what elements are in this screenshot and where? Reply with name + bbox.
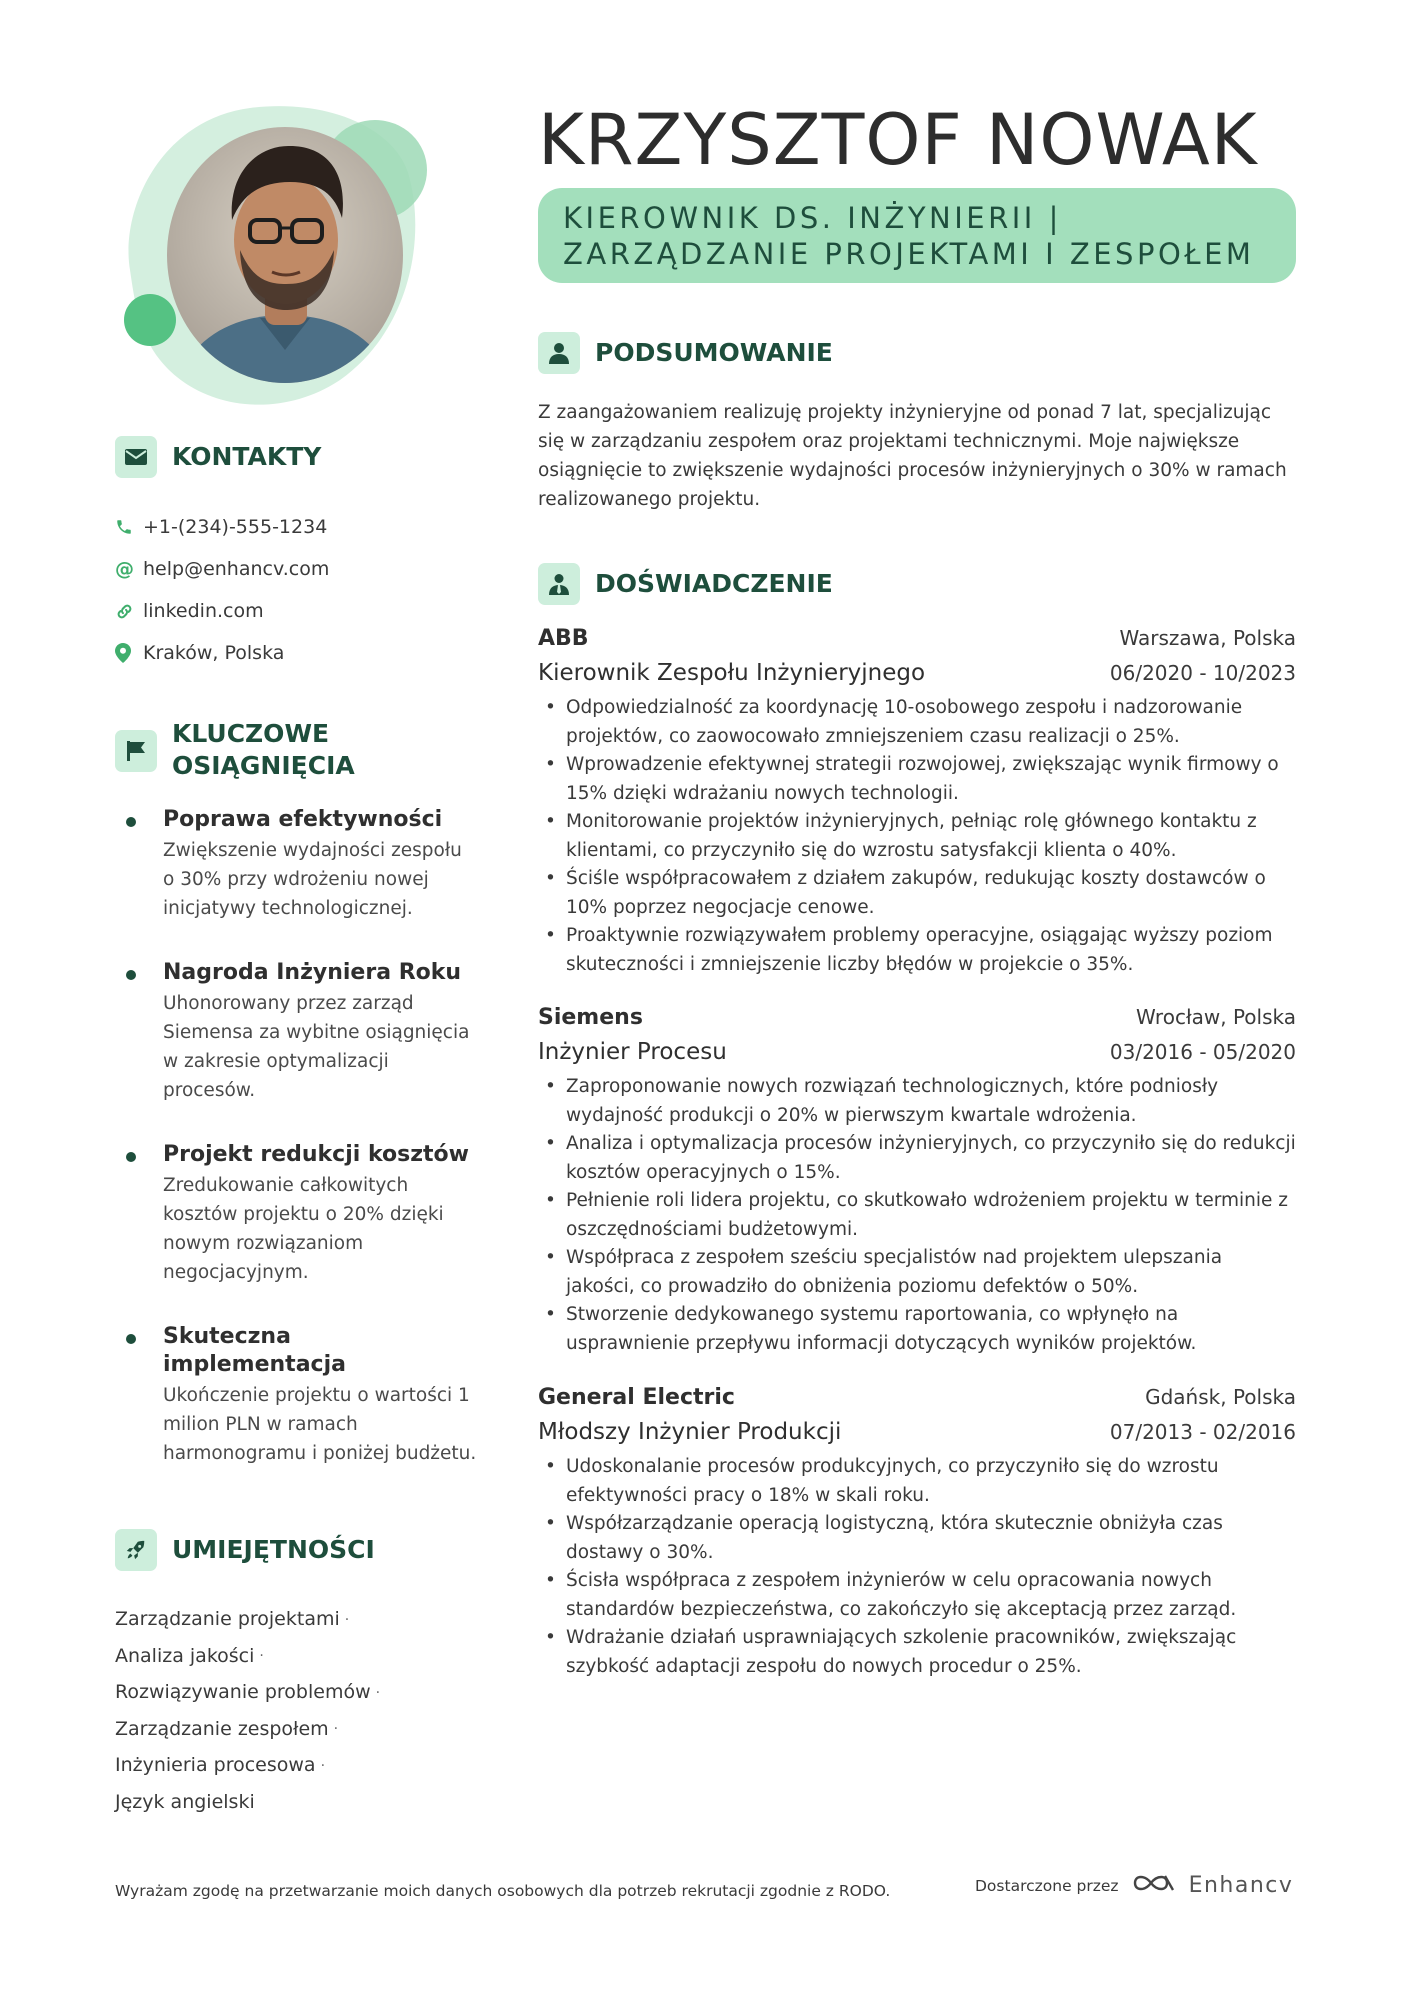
job-dates: 06/2020 - 10/2023 xyxy=(1109,661,1296,685)
profile-photo xyxy=(110,100,430,410)
experience-section-header xyxy=(538,563,833,605)
provider-brand[interactable] xyxy=(975,1870,1293,1901)
job-bullet: • Udoskonalanie procesów produkcyjnych, co przyczyniło się do wzrostu efektywności pracy o 18% w skali roku. xyxy=(538,1453,1296,1510)
job-bullet: • Monitorowanie projektów inżynieryjnych, pełniąc rolę głównego kontaktu z klientami, co przyczyniło się do wzrostu satysfakcji klienta o 40%. xyxy=(538,808,1296,865)
job-bullet: • Zaproponowanie nowych rozwiązań technologicznych, które podniosły wydajność produkcji o 20% w pierwszym kwartale wdrożenia. xyxy=(538,1073,1296,1130)
skills-title: UMIEJĘTNOŚCI xyxy=(172,1535,375,1564)
enhancv-logo-icon xyxy=(1131,1870,1177,1901)
job-title: Kierownik Zespołu Inżynieryjnego xyxy=(538,660,926,686)
job-company: ABB xyxy=(538,626,589,651)
at-icon: @ xyxy=(115,558,134,580)
achievement-desc: Uhonorowany przez zarząd Siemensa za wybitne osiągnięcia w zakresie optymalizacji procesów. xyxy=(163,993,470,1101)
brand-name: Enhancv xyxy=(1188,1873,1294,1898)
achievement-item xyxy=(118,959,478,1105)
job-bullets xyxy=(538,1073,1296,1358)
contacts-section-header xyxy=(115,436,321,478)
job-location: Warszawa, Polska xyxy=(1119,626,1296,650)
job-bullets xyxy=(538,1453,1296,1681)
achievement-desc: Ukończenie projektu o wartości 1 milion PLN w ramach harmonogramu i poniżej budżetu. xyxy=(163,1385,477,1464)
job-bullet: • Analiza i optymalizacja procesów inżynieryjnych, co przyczyniło się do redukcji kosztów operacyjnych o 15%. xyxy=(538,1130,1296,1187)
contact-phone[interactable]: +1-(234)-555-1234 xyxy=(115,506,475,548)
job-location: Wrocław, Polska xyxy=(1136,1005,1296,1029)
skill-separator: · xyxy=(375,1684,381,1701)
bullet-dot xyxy=(126,970,136,980)
skill-item: Zarządzanie zespołem · xyxy=(115,1717,339,1740)
achievement-item xyxy=(118,1141,478,1287)
contact-location: Kraków, Polska xyxy=(115,632,475,674)
business-person-icon xyxy=(538,563,580,605)
job-bullets xyxy=(538,694,1296,979)
job-entry xyxy=(538,1385,1296,1681)
job-bullet: • Współpraca z zespołem sześciu specjalistów nad projektem ulepszania jakości, co prowadziło do obniżenia poziomu defektów o 50%. xyxy=(538,1244,1296,1301)
job-title: Młodszy Inżynier Produkcji xyxy=(538,1419,842,1445)
job-title: Inżynier Procesu xyxy=(538,1039,727,1065)
job-company: Siemens xyxy=(538,1005,643,1030)
achievements-list xyxy=(118,806,478,1504)
profile-photo-area xyxy=(110,100,430,410)
achievement-title: Poprawa efektywności xyxy=(163,807,443,832)
achievement-title: Projekt redukcji kosztów xyxy=(163,1142,469,1167)
job-bullet: • Odpowiedzialność za koordynację 10-osobowego zespołu i nadzorowanie projektów, co zaowocowało zmniejszeniem czasu realizacji o 25%. xyxy=(538,694,1296,751)
summary-text: Z zaangażowaniem realizuję projekty inżynieryjne od ponad 7 lat, specjalizując się w zarządzaniu zespołem oraz projektami technicznymi. Moje największe osiągnięcie to zwiększenie wydajności procesów inżynieryjnych o 30% w ramach realizowanego projektu. xyxy=(538,402,1287,510)
skill-item: Rozwiązywanie problemów · xyxy=(115,1681,381,1703)
contact-list xyxy=(115,506,475,674)
contacts-title: KONTAKTY xyxy=(172,442,322,471)
job-bullet: • Wprowadzenie efektywnej strategii rozwojowej, zwiększając wynik firmowy o 15% dzięki wdrażaniu nowych technologii. xyxy=(538,751,1296,808)
experience-title: DOŚWIADCZENIE xyxy=(595,569,833,598)
job-bullet: • Ściśle współpracowałem z działem zakupów, redukując koszty dostawców o 10% poprzez negocjacje cenowe. xyxy=(538,865,1296,922)
contact-linkedin[interactable]: linkedin.com xyxy=(115,590,475,632)
achievement-desc: Zwiększenie wydajności zespołu o 30% przy wdrożeniu nowej inicjatywy technologicznej. xyxy=(163,840,462,919)
job-bullet: • Ścisła współpraca z zespołem inżynierów w celu opracowania nowych standardów bezpieczeństwa, co zakończyło się akceptacją przez zarząd. xyxy=(538,1567,1296,1624)
job-location: Gdańsk, Polska xyxy=(1145,1385,1296,1409)
user-icon xyxy=(538,332,580,374)
summary-section-header xyxy=(538,332,833,374)
gdpr-consent: Wyrażam zgodę na przetwarzanie moich danych osobowych dla potrzeb rekrutacji zgodnie z RODO. xyxy=(115,1882,891,1900)
job-dates: 03/2016 - 05/2020 xyxy=(1109,1040,1296,1064)
job-bullet: • Proaktywnie rozwiązywałem problemy operacyjne, osiągając wyższy poziom skuteczności i zmniejszenie liczby błędów w projekcie o 35%. xyxy=(538,922,1296,979)
envelope-icon xyxy=(115,436,157,478)
skill-item: Zarządzanie projektami · xyxy=(115,1608,350,1630)
role-title: KIEROWNIK DS. INŻYNIERII | ZARZĄDZANIE PROJEKTAMI I ZESPOŁEM xyxy=(563,200,1255,271)
skill-item: Inżynieria procesowa · xyxy=(115,1754,326,1776)
bullet-dot xyxy=(126,1152,136,1162)
skills-list xyxy=(115,1601,475,1820)
job-entry xyxy=(538,1005,1296,1358)
job-company: General Electric xyxy=(538,1385,735,1410)
achievements-title: KLUCZOWE OSIĄGNIĘCIA xyxy=(172,719,355,780)
job-bullet: • Pełnienie roli lidera projektu, co skutkowało wdrożeniem projektu w terminie z oszczędnościami budżetowymi. xyxy=(538,1187,1296,1244)
provided-by-label: Dostarczone przez xyxy=(975,1876,1119,1895)
skill-item: Język angielski xyxy=(115,1790,255,1813)
achievement-item xyxy=(118,1323,478,1468)
role-banner xyxy=(538,188,1296,283)
achievement-title: Nagroda Inżyniera Roku xyxy=(163,960,462,985)
job-bullet: • Wdrażanie działań usprawniających szkolenie pracowników, zwiększając szybkość adaptacji zespołu do nowych procedur o 25%. xyxy=(538,1624,1296,1681)
skills-section-header xyxy=(115,1529,375,1571)
job-entry xyxy=(538,626,1296,979)
contact-email[interactable]: @ help@enhancv.com xyxy=(115,558,330,580)
summary-title: PODSUMOWANIE xyxy=(595,338,833,367)
bullet-dot xyxy=(126,817,136,827)
skill-separator: · xyxy=(344,1611,350,1628)
rocket-icon xyxy=(115,1529,157,1571)
achievement-title: Skuteczna implementacja xyxy=(163,1324,346,1377)
flag-icon xyxy=(115,730,157,772)
link-icon xyxy=(115,602,141,621)
phone-icon xyxy=(115,518,141,536)
candidate-name: KRZYSZTOF NOWAK xyxy=(538,99,1258,181)
job-bullet: • Stworzenie dedykowanego systemu raportowania, co wpłynęło na usprawnienie przepływu informacji dotyczących wyników projektów. xyxy=(538,1301,1296,1358)
achievement-item xyxy=(118,806,478,923)
achievements-section-header xyxy=(115,718,382,782)
skill-item: Analiza jakości · xyxy=(115,1644,264,1667)
achievement-desc: Zredukowanie całkowitych kosztów projektu o 20% dzięki nowym rozwiązaniom negocjacyjnym. xyxy=(163,1175,444,1283)
skill-separator: · xyxy=(320,1757,326,1774)
skill-separator: · xyxy=(333,1721,339,1737)
job-bullet: • Współzarządzanie operacją logistyczną, która skutecznie obniżyła czas dostawy o 30%. xyxy=(538,1510,1296,1567)
job-dates: 07/2013 - 02/2016 xyxy=(1109,1420,1296,1444)
bullet-dot xyxy=(126,1334,136,1344)
location-pin-icon xyxy=(115,643,141,663)
skill-separator: · xyxy=(259,1648,264,1664)
